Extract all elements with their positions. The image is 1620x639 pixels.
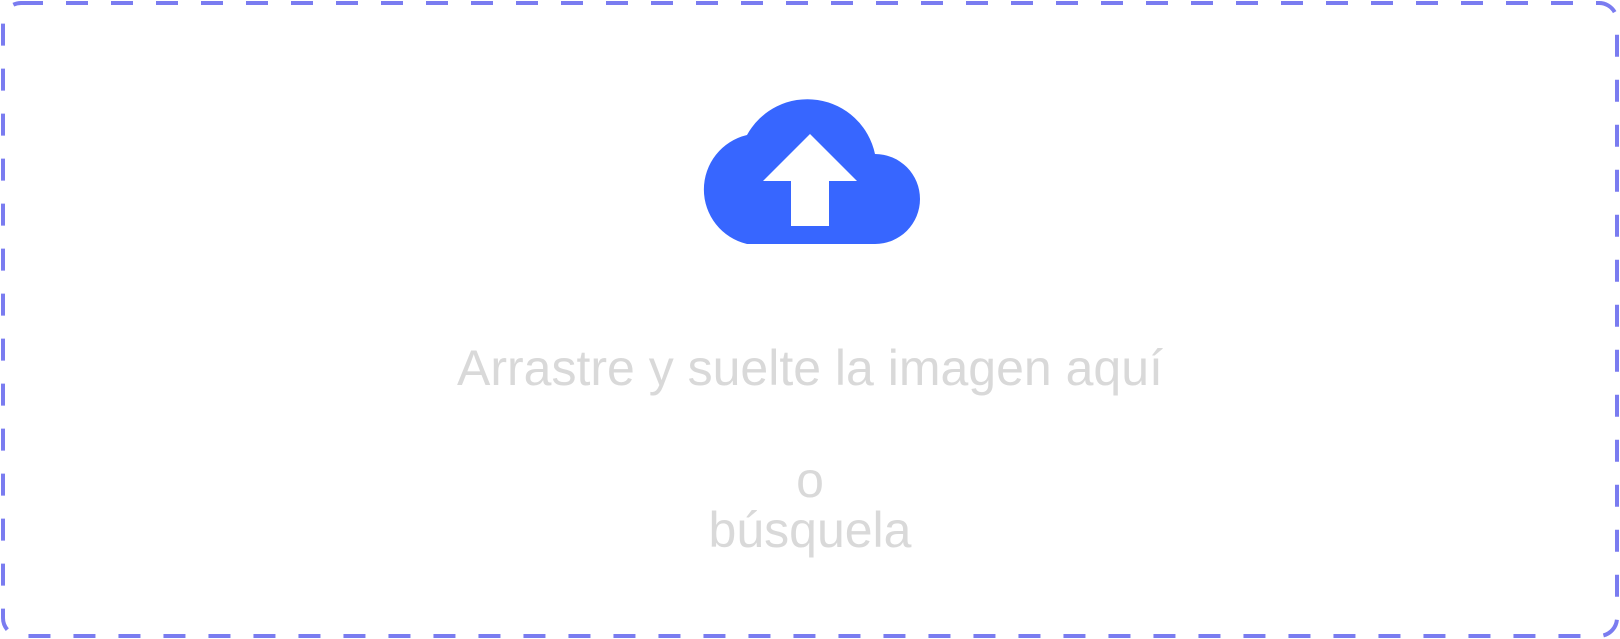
browse-link[interactable]: búsquela — [708, 502, 912, 558]
or-separator: o — [796, 452, 824, 508]
drag-drop-instruction: Arrastre y suelte la imagen aquí — [457, 340, 1163, 396]
cloud-upload-icon — [697, 96, 923, 248]
